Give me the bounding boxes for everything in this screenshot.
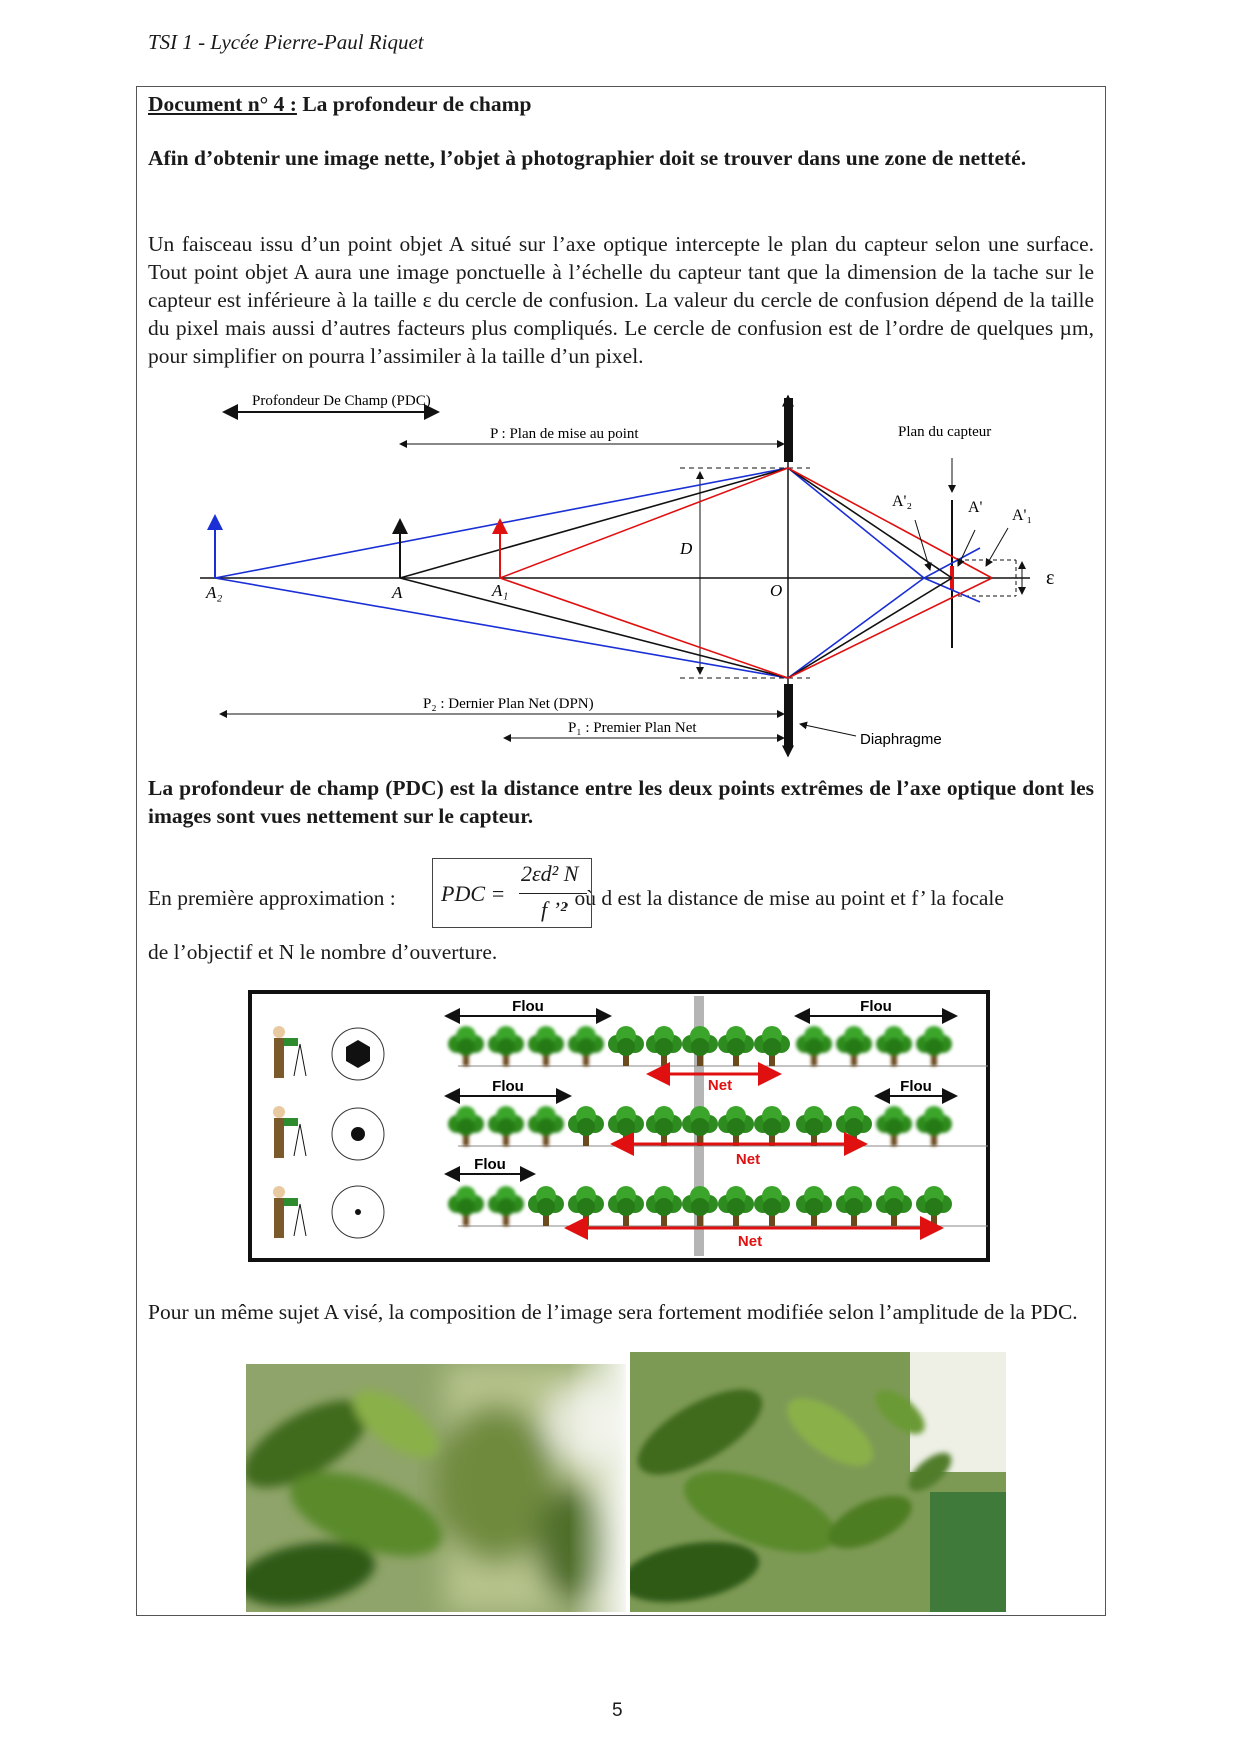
page-number: 5 (612, 1700, 623, 1721)
label-epsilon: ε (1046, 567, 1055, 589)
diaphragm-pointer (800, 724, 856, 736)
label-A1: A₁ (492, 581, 509, 600)
diaphragm-top (784, 398, 793, 462)
label-D: D (680, 539, 693, 558)
pdc-formula (432, 858, 592, 928)
document-title-text: La profondeur de champ (296, 92, 532, 116)
label-O: O (770, 581, 783, 600)
approximation-line-2: de l’objectif et N le nombre d’ouverture. (148, 940, 498, 964)
ray-red-top (500, 468, 992, 578)
document-number: Document n° 4 : (148, 92, 297, 116)
p1-label: P₁ : Premier Plan Net (568, 720, 697, 736)
label-A2-image: A'₂ (892, 493, 913, 510)
approximation-line (148, 884, 1108, 912)
formula-denominator: f ’² (541, 897, 567, 922)
photo-deep-dof (630, 1352, 1006, 1612)
sharp-label-3: Net (737, 1233, 763, 1250)
blur-label-3: Flou (474, 1156, 506, 1173)
label-A2: A₂ (206, 583, 223, 602)
sharp-label-1: Net (707, 1077, 733, 1094)
ray-blue-bottom (215, 548, 980, 678)
pdc-definition: La profondeur de champ (PDC) est la distance entre les deux points extrêmes de l’axe optique dont les images sont vues nettement sur le capteur. (148, 776, 1094, 828)
sensor-plane-label: Plan du capteur (898, 424, 992, 440)
dof-illustration (248, 990, 990, 1262)
approx-suffix: , où d est la distance de mise au point et f’ la focale (563, 886, 1004, 910)
p-label: P : Plan de mise au point (490, 426, 639, 442)
formula-lhs: PDC = (441, 881, 506, 906)
ray-black-bottom (400, 578, 952, 678)
pointer-A2-image (915, 520, 930, 570)
blur-label-1b: Flou (860, 998, 892, 1015)
formula-numerator: 2εd² N (521, 861, 579, 886)
blur-label-2b: Flou (900, 1078, 932, 1095)
explanation-paragraph: Un faisceau issu d’un point objet A situé sur l’axe optique intercepte le plan du capteur selon une surface. Tout point objet A aura une image ponctuelle à l’échelle du capteur tant que la dimension de la tache sur le capteur est inférieure à la taille ε du cercle de confusion. La valeur du cercle de confusion dépend de la taille du pixel mais aussi d’autres facteurs plus compliqués. Le cercle de confusion est de l’ordre de quelques µm, pour simplifier on pourra l’assimiler à la taille d’un pixel. (148, 232, 1094, 368)
ray-blue-top (215, 468, 980, 602)
intro-paragraph: Afin d’obtenir une image nette, l’objet à photographier doit se trouver dans une zone de netteté. (148, 146, 1027, 170)
p2-label: P₂ : Dernier Plan Net (DPN) (423, 696, 594, 712)
label-A: A (392, 583, 403, 602)
optical-diagram (180, 388, 1080, 764)
blur-label-2a: Flou (492, 1078, 524, 1095)
approx-prefix: En première approximation : (148, 886, 396, 910)
pointer-A-image (958, 530, 975, 566)
document-title (148, 90, 1094, 118)
pdc-label: Profondeur De Champ (PDC) (252, 393, 431, 409)
photo-shallow-dof (246, 1364, 626, 1612)
aperture-medium-icon (332, 1108, 384, 1160)
aperture-wide-icon (332, 1028, 384, 1080)
ray-black-top (400, 468, 952, 578)
label-A-image: A' (968, 499, 983, 516)
composition-paragraph: Pour un même sujet A visé, la composition de l’image sera fortement modifiée selon l’amplitude de la PDC. (148, 1300, 1078, 1324)
diaphragm-label: Diaphragme (860, 731, 942, 748)
ray-red-bottom (500, 578, 992, 678)
sharp-label-2: Net (735, 1151, 761, 1168)
label-A1-image: A'₁ (1012, 507, 1033, 524)
diaphragm-bottom (784, 684, 793, 748)
aperture-narrow-icon (332, 1186, 384, 1238)
blur-label-1a: Flou (512, 998, 544, 1015)
page-header: TSI 1 - Lycée Pierre-Paul Riquet (148, 30, 424, 54)
